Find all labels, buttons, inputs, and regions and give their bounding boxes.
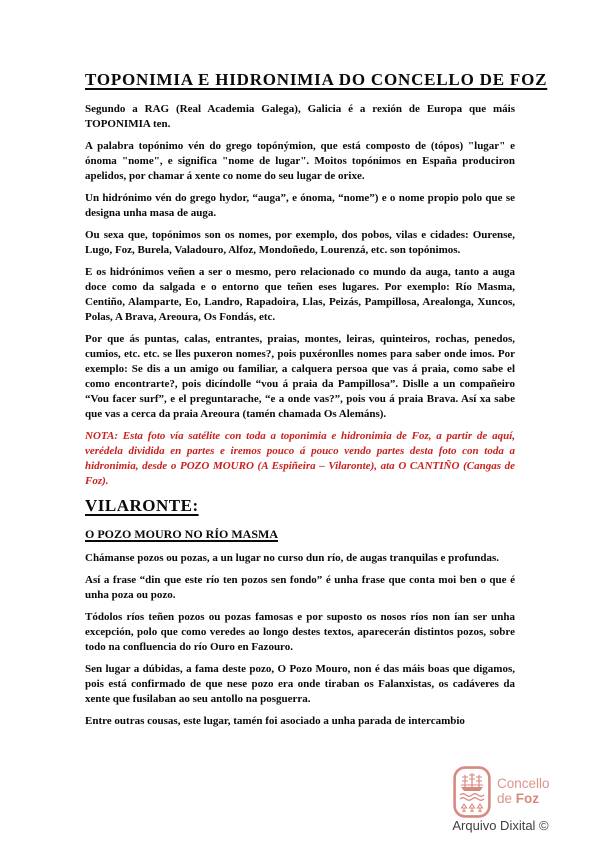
logo-line-de-foz: de Foz	[497, 791, 540, 806]
section-paragraph-5: Entre outras cousas, este lugar, tamén foi asociado a unha parada de intercambio	[85, 715, 465, 727]
intro-paragraph-4: Ou sexa que, topónimos son os nomes, por exemplo, dos pobos, vilas e cidades: Ourense, Lugo, Foz, Burela, Valadouro, Alfoz, Mondoñedo, Lourenzá, etc. son topónimos.	[85, 229, 515, 256]
section-heading-vilaronte: VILARONTE:	[85, 496, 199, 515]
logo-wordmark	[491, 766, 550, 806]
section-paragraph-3: Tódolos ríos teñen pozos ou pozas famosas e por suposto os nosos ríos non ían ser unha excepción, polo que como veredes ao longo destes textos, aparecerán distintos pozos, sobre todo na confluencia do río Ouro en Fazouro.	[85, 611, 515, 653]
concello-de-foz-logo	[453, 766, 550, 818]
section-paragraph-4: Sen lugar a dúbidas, a fama deste pozo, O Pozo Mouro, non é das máis boas que digamos, pois está confirmado de que nese pozo era onde tiraban os Falanxistas, os cadáveres da xente que fusilaban ao seu antollo na posguerra.	[85, 663, 515, 705]
satellite-photo-note: NOTA: Esta foto vía satélite con toda a toponimia e hidronimia de Foz, a partir de aquí, verédela dividida en partes e iremos pouco á pouco vendo partes desta foto con toda a hidronimia, desde o POZO MOURO (A Espiñeira – Vilaronte), ata O CANTIÑO (Cangas de Foz).	[85, 430, 515, 487]
intro-paragraph-2: A palabra topónimo vén do grego topónýmion, que está composto de (tópos) "lugar" e ónoma "nome", e significa "nome de lugar". Moitos topónimos en España produciron apelidos, por chamar á xente co nome do seu lugar de orixe.	[85, 140, 515, 182]
intro-paragraph-6: Por que ás puntas, calas, entrantes, praias, montes, leiras, quinteiros, rochas, penedos, cumios, etc. etc. se lles puxeron nomes?, pois puxéronlles nomes para saber onde imos. Por exemplo: Se dis a un amigo ou familiar, a calquera persoa que vas á praia, como sabe el como encontrarte?, pois dicíndolle “vou á praia da Pampillosa”. Dislle a un compañeiro “Vou facer surf”, e el preguntarache, “e a onde vas?”, pois vou á praia Brava. Así xa sabe que vas a cerca da praia Areoura (tamén chamada Os Alemáns).	[85, 333, 515, 420]
section-paragraph-1: Chámanse pozos ou pozas, a un lugar no curso dun río, de augas tranquilas e profundas.	[85, 552, 500, 564]
logo-line-concello: Concello	[497, 776, 550, 791]
ship-waves-trees-emblem-icon	[453, 766, 491, 818]
intro-paragraph-3: Un hidrónimo vén do grego hydor, “auga”, e ónoma, “nome”) e o nome propio polo que se designa unha masa de auga.	[85, 192, 515, 219]
arquivo-dixital-credit: Arquivo Dixital ©	[452, 818, 549, 833]
section-paragraph-2: Así a frase “din que este río ten pozos sen fondo” é unha frase que conta moi ben o que é unha poza ou pozo.	[85, 574, 515, 601]
subsection-heading-pozo-mouro: O POZO MOURO NO RÍO MASMA	[85, 527, 278, 541]
intro-paragraph-1: Segundo a RAG (Real Academia Galega), Galicia é a rexión de Europa que máis TOPONIMIA ten.	[85, 103, 515, 130]
page-title: TOPONIMIA E HIDRONIMIA DO CONCELLO DE FOZ	[85, 70, 548, 89]
intro-paragraph-5: E os hidrónimos veñen a ser o mesmo, pero relacionado co mundo da auga, tanto a auga doce como da salgada e o entorno que teñen eses lugares. Por exemplo: Río Masma, Centiño, Alamparte, Eo, Landro, Rapadoira, Llas, Peizás, Pampillosa, Arealonga, Xuncos, Polas, A Brava, Areoura, Os Fondás, etc.	[85, 266, 515, 323]
